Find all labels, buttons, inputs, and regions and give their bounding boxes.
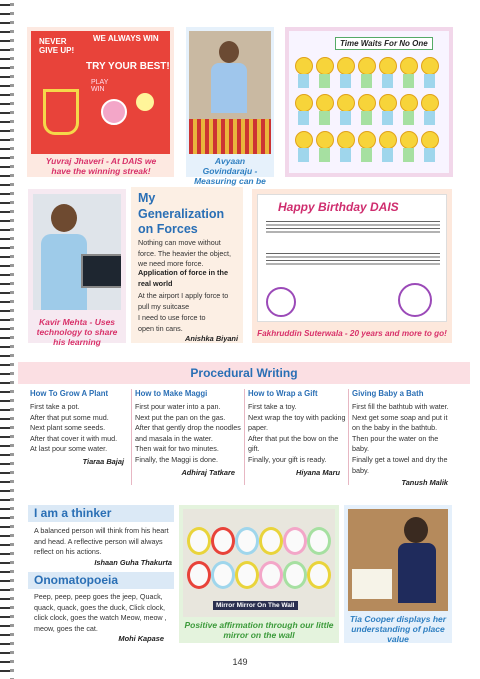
banner-time: Time Waits For No One: [335, 37, 433, 50]
procedural-column-title: How to Make Maggi: [135, 389, 208, 398]
caption-yuvraj: Yuvraj Jhaveri - At DAIS we have the winning streak!: [45, 156, 157, 176]
procedural-column-title: How To Grow A Plant: [30, 389, 109, 398]
music-staff-2: [266, 253, 440, 267]
photo-birthday-sheet: [257, 194, 447, 322]
procedural-author: Tanush Malik: [401, 478, 448, 488]
board-line-3: TRY YOUR BEST!: [86, 61, 170, 72]
clock-icon: [316, 57, 334, 75]
child-shirt: [211, 63, 247, 113]
mirror-sign: Mirror Mirror On The Wall: [213, 601, 298, 610]
clock-stand: [382, 111, 393, 125]
tia-dress: [398, 543, 436, 603]
clock-stand: [424, 74, 435, 88]
ono-author: Mohi Kapase: [118, 634, 164, 643]
generalization-subtitle: Application of force in the real world: [138, 268, 228, 288]
mirror-face-icon: [211, 527, 235, 555]
measuring-beads: [189, 119, 271, 154]
photo-mirror-wall: [183, 509, 335, 617]
clock-stand: [361, 148, 372, 162]
clock-icon: [358, 131, 376, 149]
procedural-step: Finally, your gift is ready.: [248, 454, 327, 464]
procedural-author: Hiyana Maru: [296, 467, 340, 477]
procedural-step: First fill the bathtub with water.: [352, 402, 449, 411]
clock-stand: [340, 148, 351, 162]
procedural-step: First take a toy.: [248, 402, 297, 411]
flower-drawing-2: [136, 93, 154, 111]
clock-stand: [382, 74, 393, 88]
procedural-step: At last pour some water.: [30, 444, 108, 454]
ono-text: Peep, peep, peep goes the jeep, Quack, quack, quack, goes the duck, Click clock, click clock, goes the watch Meow, meow , meow, goes the cat.: [34, 592, 167, 633]
generalization-p3: I need to use force to open tin cans.: [138, 313, 206, 333]
clock-icon: [337, 94, 355, 112]
clock-icon: [295, 131, 313, 149]
mirror-face-icon: [235, 561, 259, 589]
clock-icon: [379, 94, 397, 112]
generalization-p2: At the airport I apply force to pull my suitcase: [138, 291, 229, 311]
procedural-step: First pour water into a pan.: [135, 402, 221, 411]
laptop: [81, 254, 121, 288]
mirror-face-icon: [187, 527, 211, 555]
tia-head: [404, 517, 428, 543]
procedural-step: Then wait for two minutes.: [135, 444, 219, 454]
procedural-column: [135, 389, 241, 477]
generalization-p1: Nothing can move without force. The heavier the object, we need more force.: [138, 238, 231, 269]
photo-kavir-laptop: [33, 194, 121, 310]
clock-icon: [421, 57, 439, 75]
mirror-face-icon: [235, 527, 259, 555]
clock-stand: [382, 148, 393, 162]
flower-doodle-right: [398, 283, 432, 317]
clock-icon: [358, 57, 376, 75]
flower-doodle-left: [266, 287, 296, 317]
generalization-title: My Generalization on Forces: [138, 191, 225, 236]
procedural-step: Next wrap the toy with packing paper.: [248, 412, 346, 433]
clock-stand: [298, 111, 309, 125]
procedural-step: Next put the pan on the gas.: [135, 412, 226, 422]
clock-icon: [337, 57, 355, 75]
photo-clocks-display: [289, 31, 449, 173]
clock-stand: [361, 74, 372, 88]
procedural-column-title: How to Wrap a Gift: [248, 389, 318, 398]
photo-yuvraj-board: [31, 31, 170, 154]
board-line-2: WE ALWAYS WIN: [93, 34, 159, 43]
procedural-author: Tiaraa Bajaj: [82, 456, 124, 466]
clock-stand: [403, 148, 414, 162]
mirror-face-icon: [307, 561, 331, 589]
caption-kavir: Kavir Mehta - Uses technology to share his learning: [36, 317, 118, 347]
clock-stand: [298, 74, 309, 88]
procedural-step: After that put some mud.: [30, 412, 109, 422]
board-line-1: NEVER GIVE UP!: [39, 37, 75, 55]
clock-icon: [295, 57, 313, 75]
procedural-step: Finally get a towel and dry the baby.: [352, 454, 448, 475]
spiral-holes: [10, 0, 14, 679]
procedural-step: First take a pot.: [30, 402, 80, 411]
trophy-drawing: [43, 89, 79, 135]
kavir-head: [51, 204, 77, 232]
mirror-face-icon: [211, 561, 235, 589]
clock-stand: [298, 148, 309, 162]
procedural-step: Finally, the Maggi is done.: [135, 454, 218, 464]
mirror-face-icon: [259, 527, 283, 555]
mirror-face-icon: [283, 527, 307, 555]
mirror-face-icon: [307, 527, 331, 555]
procedural-column: [352, 389, 454, 487]
clock-icon: [421, 94, 439, 112]
clock-stand: [319, 74, 330, 88]
page-number: 149: [232, 657, 248, 667]
flower-drawing: [101, 99, 127, 125]
photo-avyaan-measuring: [189, 31, 271, 154]
procedural-author: Adhiraj Tatkare: [181, 467, 235, 477]
clock-icon: [358, 94, 376, 112]
column-divider: [244, 389, 245, 485]
child-head: [219, 41, 239, 63]
clock-stand: [340, 74, 351, 88]
procedural-step: Next plant some seeds.: [30, 423, 106, 433]
mirror-faces: [187, 527, 331, 597]
clock-icon: [400, 94, 418, 112]
clock-stand: [424, 111, 435, 125]
procedural-step: After that cover it with mud.: [30, 433, 118, 443]
caption-birthday: Fakhruddin Suterwala - 20 years and more to go!: [257, 329, 447, 338]
clock-icon: [316, 131, 334, 149]
procedural-heading: Procedural Writing: [190, 366, 298, 380]
clock-stand: [361, 111, 372, 125]
procedural-step: Then pour the water on the baby.: [352, 433, 439, 454]
clock-stand: [319, 148, 330, 162]
clock-icon: [316, 94, 334, 112]
clock-stand: [403, 74, 414, 88]
ono-title: Onomatopoeia: [34, 573, 119, 587]
mirror-face-icon: [259, 561, 283, 589]
music-staff-1: [266, 221, 440, 235]
caption-tia: Tia Cooper displays her understanding of place value: [349, 614, 447, 644]
board-line-4: PLAY WIN: [91, 79, 109, 93]
clock-stand: [424, 148, 435, 162]
clock-icon: [379, 131, 397, 149]
clock-icon: [295, 94, 313, 112]
column-divider: [131, 389, 132, 485]
procedural-column: [248, 389, 346, 477]
table-paper: [352, 569, 392, 599]
mirror-face-icon: [187, 561, 211, 589]
clock-grid: [295, 57, 445, 169]
photo-tia-place-value: [348, 509, 448, 611]
generalization-author: Anishka Biyani: [185, 334, 238, 343]
clock-icon: [337, 131, 355, 149]
mirror-face-icon: [283, 561, 307, 589]
caption-mirror: Positive affirmation through our little mirror on the wall: [184, 620, 334, 640]
clock-stand: [340, 111, 351, 125]
procedural-column: [30, 389, 130, 466]
procedural-step: After that gently drop the noodles and masala in the water.: [135, 423, 241, 443]
procedural-step: After that put the bow on the gift.: [248, 433, 339, 454]
procedural-column-title: Giving Baby a Bath: [352, 389, 424, 398]
thinker-author: Ishaan Guha Thakurta: [94, 558, 172, 567]
thinker-text: A balanced person will think from his heart and head. A reflective person will always reflect on his actions.: [34, 526, 169, 557]
caption-avyaan: Avyaan Govindaraju - Measuring can be: [194, 156, 266, 186]
clock-icon: [400, 57, 418, 75]
thinker-title: I am a thinker: [34, 506, 112, 520]
column-divider: [348, 389, 349, 485]
procedural-step: Next get some soap and put it on the baby in the bathtub.: [352, 412, 448, 433]
clock-stand: [403, 111, 414, 125]
birthday-title: Happy Birthday DAIS: [278, 200, 399, 214]
clock-icon: [379, 57, 397, 75]
clock-stand: [319, 111, 330, 125]
clock-icon: [400, 131, 418, 149]
clock-icon: [421, 131, 439, 149]
